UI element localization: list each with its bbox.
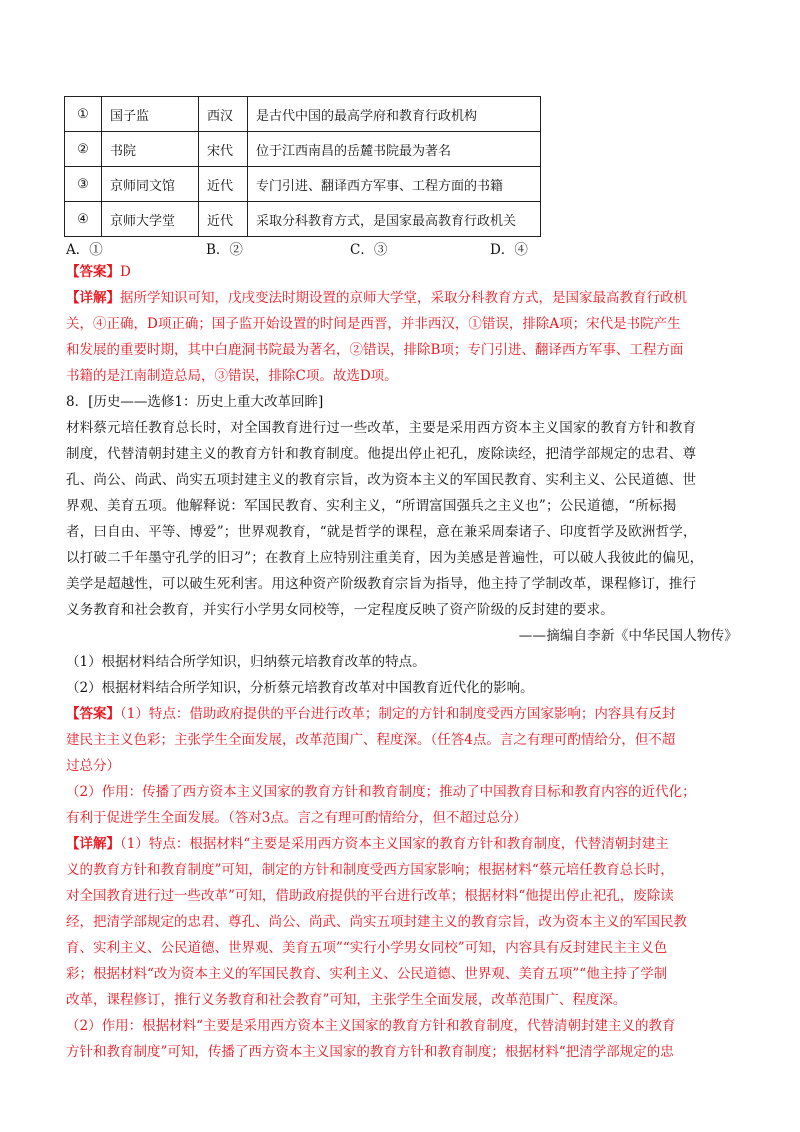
- institution-name: 书院: [102, 132, 199, 167]
- q8-detail-line: 经，把清学部规定的忠君、尊孔、尚公、尚武、尚实五项封建主义的教育宗旨，改为资本主义的军国民教: [66, 914, 687, 930]
- q7-answer: [66, 260, 738, 284]
- answer-tag: 【答案】: [66, 706, 120, 722]
- q8-answer-line: [66, 702, 738, 726]
- option-number: ②: [65, 132, 102, 167]
- options-table: [64, 96, 541, 237]
- q8-detail-line: 彩；根据材料“改为资本主义的军国民教育、实利主义、公民道德、世界观、美育五项”“他主持了学制: [66, 966, 668, 982]
- q7-detail-line: 和发展的重要时期，其中白鹿洞书院最为著名，②错误，排除B项；专门引进、翻译西方军事、工程方面: [66, 342, 684, 358]
- era: 近代: [199, 167, 248, 202]
- detail-text: （1）特点：根据材料“主要是采用西方资本主义国家的教育方针和教育制度，代替清朝封建主: [120, 836, 669, 852]
- q8-detail-line: 改革，课程修订，推行义务教育和社会教育”可知，主张学生全面发展，改革范围广、程度深。: [66, 992, 627, 1008]
- options-table-row: [65, 132, 541, 167]
- q8-header: 8．[历史——选修1：历史上重大改革回眸]: [66, 394, 324, 410]
- choice-d: D．④: [490, 242, 528, 258]
- institution-name: 京师同文馆: [102, 167, 199, 202]
- answer-text: （1）特点：借助政府提供的平台进行改革；制定的方针和制度受西方国家影响；内容具有反封: [120, 706, 676, 722]
- options-table-row: [65, 202, 541, 237]
- q7-detail-line: [66, 286, 738, 310]
- answer-value: D: [120, 264, 131, 280]
- options-table-row: [65, 97, 541, 132]
- material-line: 美学是超越性，可以破生死利害。用这种资产阶级教育宗旨为指导，他主持了学制改革，课程修订，推行: [66, 576, 697, 592]
- description: 采取分科教育方式，是国家最高教育行政机关: [248, 202, 541, 237]
- sub-question-2: （2）根据材料结合所学知识，分析蔡元培教育改革对中国教育近代化的影响。: [66, 680, 534, 696]
- q8-detail-line: 方针和教育制度”可知，传播了西方资本主义国家的教育方针和教育制度；根据材料“把清学部规定的忠: [66, 1044, 674, 1060]
- q8-answer-line: 过总分）: [66, 758, 120, 774]
- choice-c: C．③: [350, 242, 388, 258]
- q8-answer-line: 建民主主义色彩；主张学生全面发展，改革范围广、程度深。（任答4点。言之有理可酌情给分，但不超: [66, 732, 676, 748]
- answer-choices: [66, 236, 566, 258]
- q8-detail-line: 对全国教育进行过一些改革”可知，借助政府提供的平台进行改革；根据材料“他提出停止祀孔，废除读: [66, 888, 674, 904]
- description: 专门引进、翻译西方军事、工程方面的书籍: [248, 167, 541, 202]
- q8-answer-line: 有利于促进学生全面发展。（答对3点。言之有理可酌情给分，但不超过总分）: [66, 810, 527, 826]
- institution-name: 国子监: [102, 97, 199, 132]
- material-line: 界观、美育五项。他解释说：军国民教育、实利主义，“所谓富国强兵之主义也”；公民道德，“所标揭: [66, 498, 677, 514]
- option-number: ④: [65, 202, 102, 237]
- description: 是古代中国的最高学府和教育行政机构: [248, 97, 541, 132]
- material-line: 制度，代替清朝封建主义的教育方针和教育制度。他提出停止祀孔，废除读经，把清学部规定的忠君、尊: [66, 446, 697, 462]
- description: 位于江西南昌的岳麓书院最为著名: [248, 132, 541, 167]
- answer-tag: 【答案】: [66, 264, 120, 280]
- institution-name: 京师大学堂: [102, 202, 199, 237]
- choice-a: A．①: [66, 242, 103, 258]
- q8-detail-line: 育、实利主义、公民道德、世界观、美育五项”“实行小学男女同校”可知，内容具有反封建民主主义色: [66, 940, 668, 956]
- options-table-row: [65, 167, 541, 202]
- q8-detail-line: 义的教育方针和教育制度”可知，制定的方针和制度受西方国家影响；根据材料“蔡元培任教育总长时，: [66, 862, 674, 878]
- detail-tag: 【详解】: [66, 290, 120, 306]
- era: 近代: [199, 202, 248, 237]
- q8-detail-line: （2）作用：根据材料“主要是采用西方资本主义国家的教育方针和教育制度，代替清朝封建主义的教育: [66, 1018, 676, 1034]
- era: 宋代: [199, 132, 248, 167]
- option-number: ③: [65, 167, 102, 202]
- q8-detail-line: [66, 832, 738, 856]
- material-source: ——摘编自李新《中华民国人物传》: [518, 628, 738, 644]
- detail-text: 据所学知识可知，戊戌变法时期设置的京师大学堂，采取分科教育方式，是国家最高教育行政机: [120, 290, 687, 306]
- material-line: 孔、尚公、尚武、尚实五项封建主义的教育宗旨，改为资本主义的军国民教育、实利主义、公民道德、世: [66, 472, 697, 488]
- option-number: ①: [65, 97, 102, 132]
- q8-answer-line: （2）作用：传播了西方资本主义国家的教育方针和教育制度；推动了中国教育目标和教育内容的近代化；: [66, 784, 696, 800]
- detail-tag: 【详解】: [66, 836, 120, 852]
- material-line: 以打破二千年墨守孔学的旧习”；在教育上应特别注重美育，因为美感是普遍性，可以破人我彼此的偏见，: [66, 550, 704, 566]
- choice-b: B．②: [206, 242, 243, 258]
- sub-question-1: （1）根据材料结合所学知识，归纳蔡元培教育改革的特点。: [66, 654, 426, 670]
- q7-detail-line: 书籍的是江南制造总局，③错误，排除C项。故选D项。: [66, 368, 398, 384]
- q7-detail-line: 关，④正确，D项正确；国子监开始设置的时间是西晋，并非西汉，①错误，排除A项；宋代是书院产生: [66, 316, 681, 332]
- era: 西汉: [199, 97, 248, 132]
- material-line: 材料蔡元培任教育总长时，对全国教育进行过一些改革，主要是采用西方资本主义国家的教育方针和教育: [66, 420, 697, 436]
- material-line: 义务教育和社会教育，并实行小学男女同校等，一定程度反映了资产阶级的反封建的要求。: [66, 602, 614, 618]
- material-line: 者，曰自由、平等、博爱”；世界观教育，“就是哲学的课程，意在兼采周秦诸子、印度哲学及欧洲哲学，: [66, 524, 697, 540]
